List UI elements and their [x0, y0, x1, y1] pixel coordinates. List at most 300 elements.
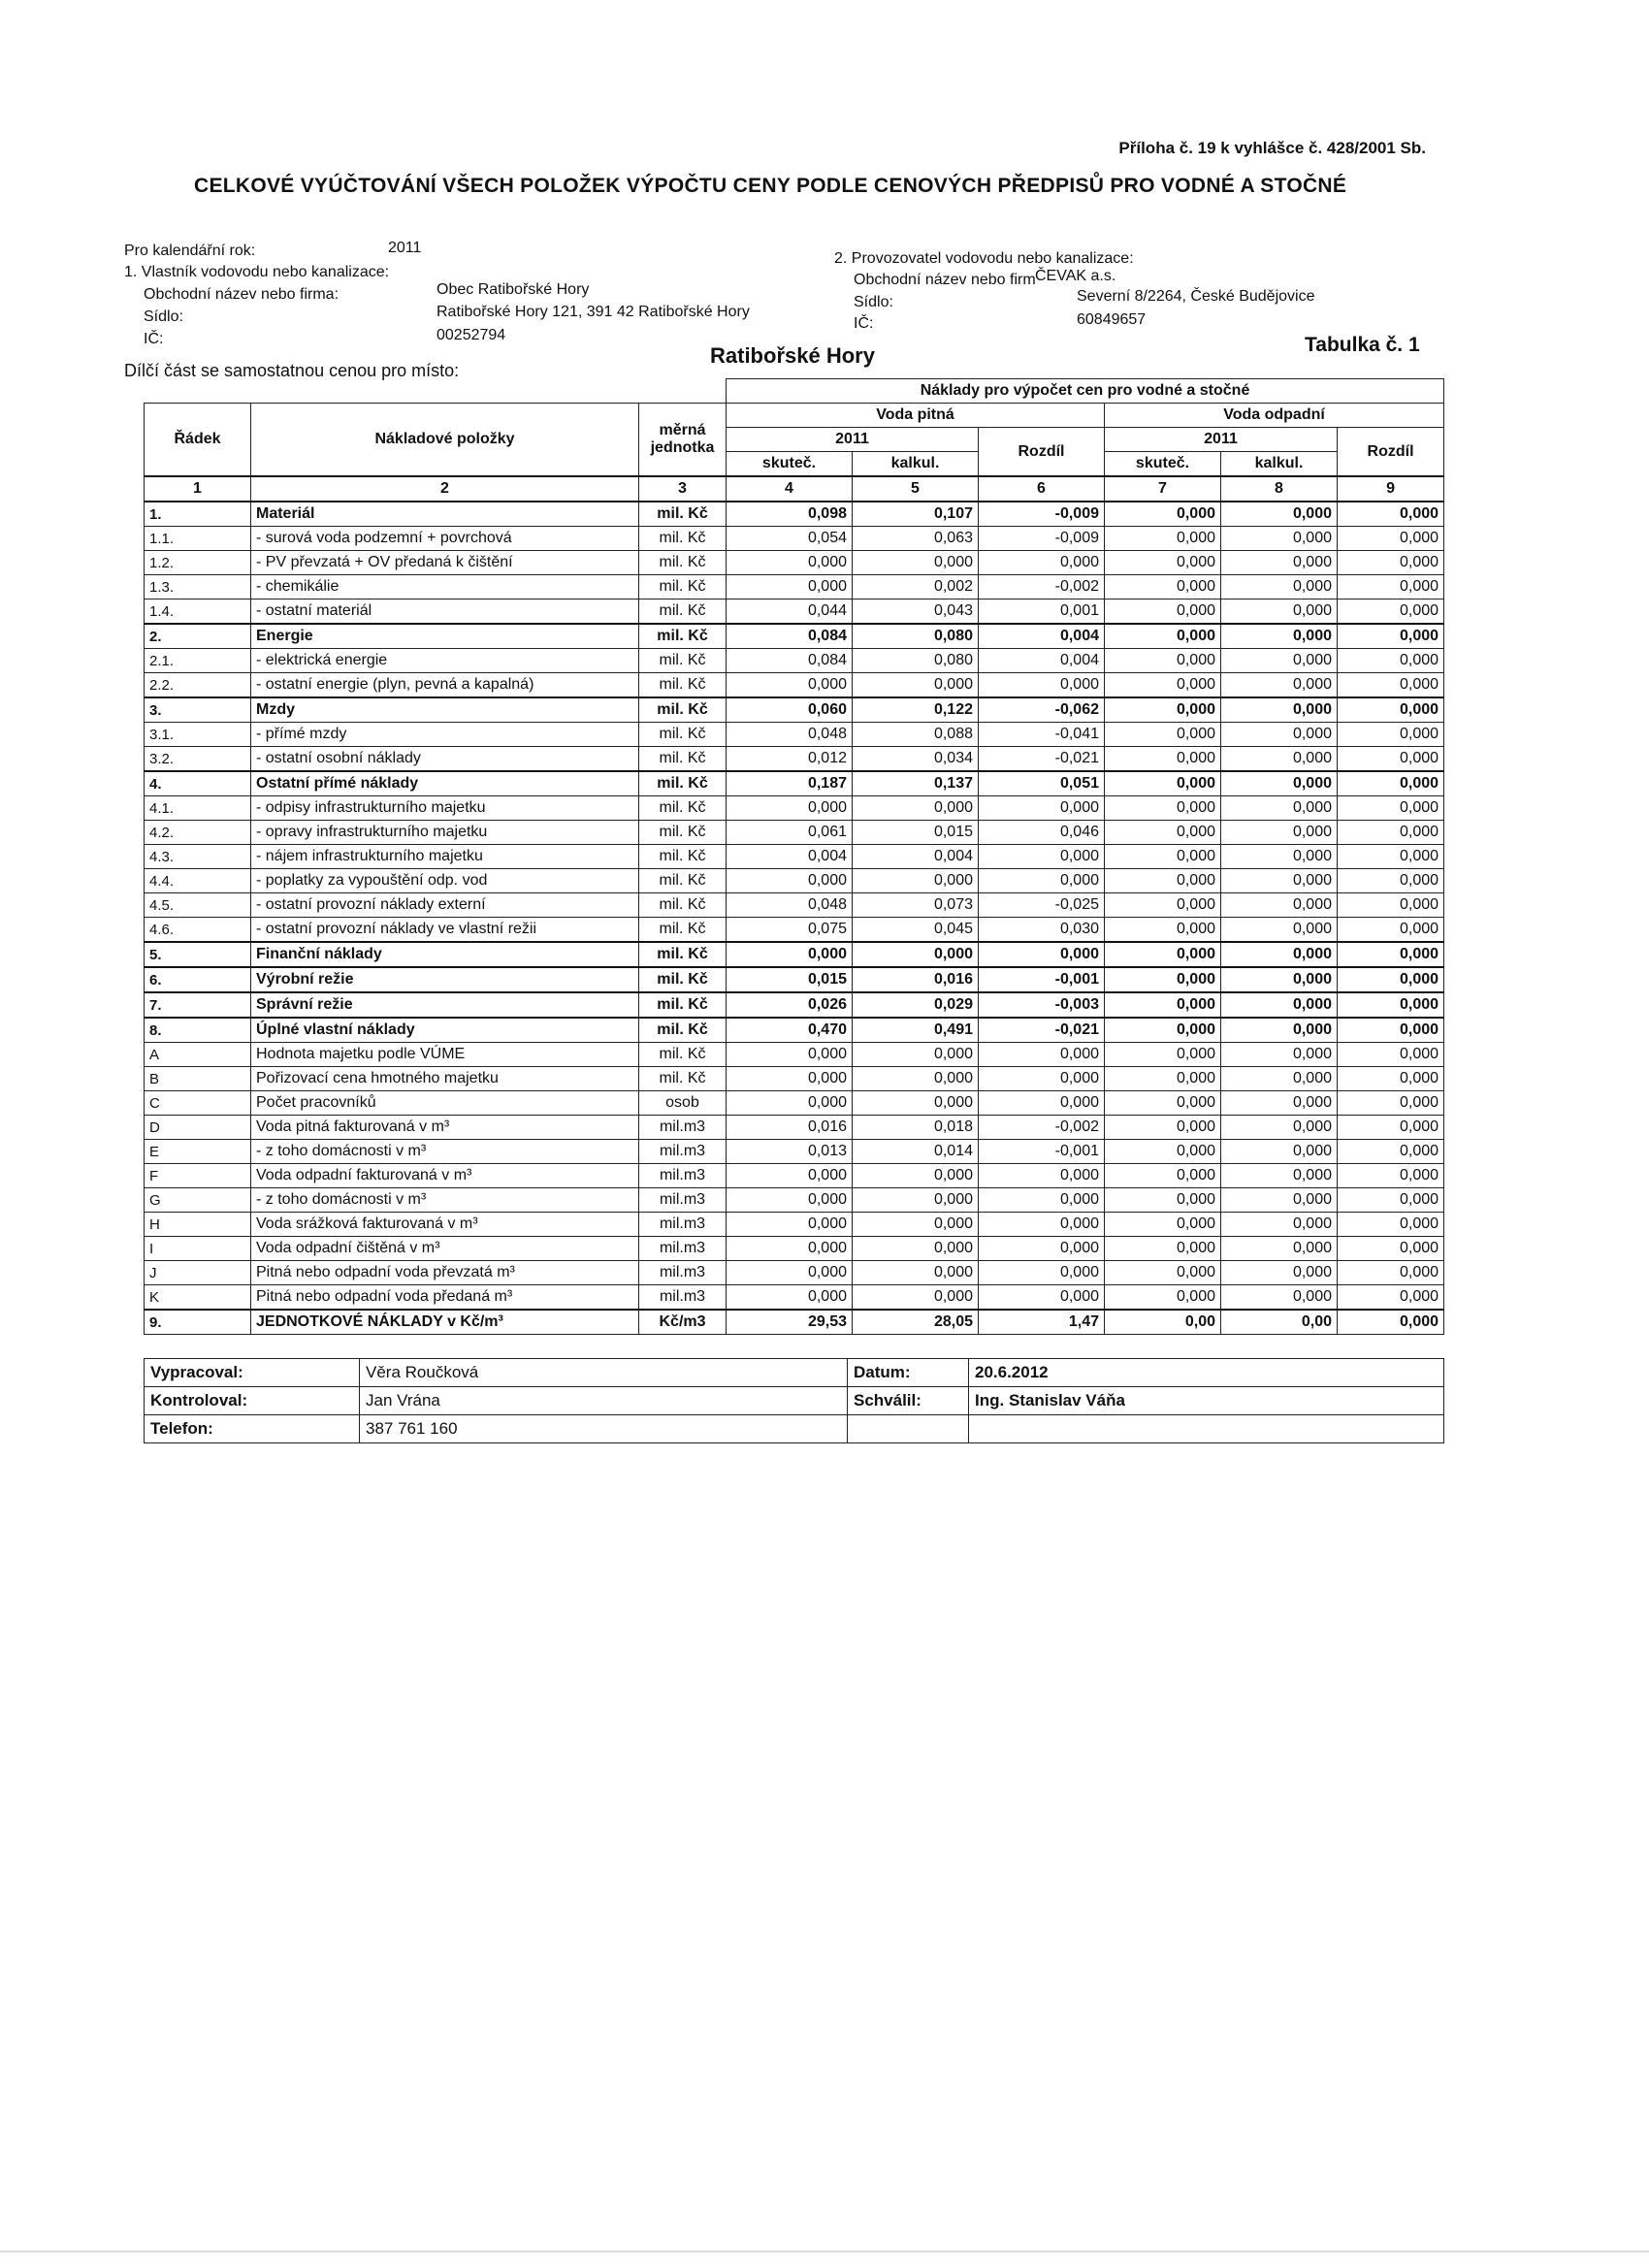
value-cell: 0,000 [1105, 869, 1221, 893]
value-cell: 0,000 [1338, 1261, 1444, 1285]
value-cell: 0,000 [1105, 821, 1221, 845]
row-label: - ostatní provozní náklady ve vlastní režii [251, 918, 639, 943]
value-cell: 0,000 [1221, 1018, 1338, 1043]
row-label: Energie [251, 624, 639, 649]
value-cell: 0,000 [1338, 1188, 1444, 1213]
value-cell: 0,000 [853, 1237, 979, 1261]
value-cell: -0,001 [979, 967, 1105, 992]
header-water-diff: Rozdíl [979, 428, 1105, 477]
value-cell: 0,000 [1338, 599, 1444, 625]
value-cell: 0,000 [853, 551, 979, 575]
table-row [145, 599, 1444, 625]
row-unit: mil. Kč [639, 942, 727, 967]
owner-seat: Ratibořské Hory 121, 391 42 Ratibořské Hory [436, 304, 750, 320]
value-cell: 0,000 [1338, 1140, 1444, 1164]
row-label: - chemikálie [251, 575, 639, 599]
value-cell: -0,009 [979, 527, 1105, 551]
value-cell: 0,000 [979, 1213, 1105, 1237]
value-cell: 0,000 [1338, 1043, 1444, 1067]
row-unit: mil. Kč [639, 624, 727, 649]
value-cell: 0,00 [1105, 1310, 1221, 1335]
row-number: B [145, 1067, 251, 1091]
header-waste-calc: kalkul. [1221, 452, 1338, 477]
value-cell: 0,000 [727, 1164, 853, 1188]
value-cell: 0,000 [1105, 697, 1221, 723]
header-water-calc: kalkul. [853, 452, 979, 477]
table-row [145, 1043, 1444, 1067]
date-value: 20.6.2012 [969, 1359, 1444, 1387]
value-cell: 0,000 [727, 1213, 853, 1237]
row-unit: mil. Kč [639, 551, 727, 575]
value-cell: -0,002 [979, 575, 1105, 599]
owner-name-label: Obchodní název nebo firma: [144, 286, 340, 303]
table-row [145, 1188, 1444, 1213]
row-number: J [145, 1261, 251, 1285]
header-water: Voda pitná [727, 404, 1105, 428]
row-unit: mil. Kč [639, 747, 727, 772]
value-cell: 0,000 [1221, 527, 1338, 551]
value-cell: 0,000 [979, 1261, 1105, 1285]
value-cell: 0,000 [1221, 893, 1338, 918]
value-cell: 0,000 [853, 1091, 979, 1116]
value-cell: 0,000 [1338, 1164, 1444, 1188]
row-label: Pitná nebo odpadní voda předaná m³ [251, 1285, 639, 1311]
value-cell: 0,000 [979, 1188, 1105, 1213]
value-cell: 0,000 [1105, 599, 1221, 625]
value-cell: 0,000 [1105, 1018, 1221, 1043]
value-cell: 0,000 [1338, 942, 1444, 967]
value-cell: 0,000 [1338, 624, 1444, 649]
row-label: - poplatky za vypouštění odp. vod [251, 869, 639, 893]
value-cell: 0,000 [979, 1043, 1105, 1067]
row-label: - z toho domácnosti v m³ [251, 1188, 639, 1213]
row-unit: mil. Kč [639, 845, 727, 869]
value-cell: 0,000 [1338, 747, 1444, 772]
row-unit: mil. Kč [639, 918, 727, 943]
value-cell: 0,000 [1221, 1261, 1338, 1285]
value-cell: 0,000 [1105, 796, 1221, 821]
row-label: - ostatní energie (plyn, pevná a kapalná) [251, 673, 639, 698]
value-cell: 0,004 [727, 845, 853, 869]
row-number: 1.1. [145, 527, 251, 551]
row-unit: mil. Kč [639, 527, 727, 551]
value-cell: 0,000 [1338, 1067, 1444, 1091]
row-label: - surová voda podzemní + povrchová [251, 527, 639, 551]
row-number: 7. [145, 992, 251, 1018]
value-cell: 0,016 [853, 967, 979, 992]
header-waste-diff: Rozdíl [1338, 428, 1444, 477]
value-cell: 0,000 [1105, 967, 1221, 992]
value-cell: 0,000 [1105, 527, 1221, 551]
row-unit: mil. Kč [639, 1018, 727, 1043]
value-cell: 0,000 [1338, 918, 1444, 943]
value-cell: 0,000 [1105, 992, 1221, 1018]
value-cell: 0,034 [853, 747, 979, 772]
row-label: - z toho domácnosti v m³ [251, 1140, 639, 1164]
row-label: Voda odpadní čištěná v m³ [251, 1237, 639, 1261]
row-number: 4.3. [145, 845, 251, 869]
value-cell: -0,062 [979, 697, 1105, 723]
row-number: 3.1. [145, 723, 251, 747]
value-cell: 0,000 [727, 551, 853, 575]
value-cell: 0,491 [853, 1018, 979, 1043]
value-cell: 0,044 [727, 599, 853, 625]
value-cell: 0,000 [1221, 599, 1338, 625]
value-cell: 0,000 [1221, 1188, 1338, 1213]
value-cell: 0,000 [853, 1188, 979, 1213]
value-cell: 0,000 [1221, 1164, 1338, 1188]
row-unit: mil. Kč [639, 599, 727, 625]
value-cell: 0,000 [853, 1043, 979, 1067]
colnum-4: 4 [727, 476, 853, 502]
row-unit: mil.m3 [639, 1285, 727, 1311]
header-items: Nákladové položky [251, 404, 639, 477]
operator-name: ČEVAK a.s. [1035, 268, 1116, 284]
table-row [145, 869, 1444, 893]
colnum-8: 8 [1221, 476, 1338, 502]
value-cell: -0,021 [979, 747, 1105, 772]
value-cell: 0,000 [727, 1067, 853, 1091]
row-unit: mil. Kč [639, 723, 727, 747]
value-cell: 0,000 [853, 796, 979, 821]
table-row [145, 893, 1444, 918]
checked-value: Jan Vrána [360, 1387, 848, 1415]
value-cell: 0,054 [727, 527, 853, 551]
value-cell: 0,000 [1338, 551, 1444, 575]
row-unit: osob [639, 1091, 727, 1116]
value-cell: 0,000 [1338, 649, 1444, 673]
table-row [145, 796, 1444, 821]
value-cell: 0,000 [1221, 771, 1338, 796]
row-unit: mil.m3 [639, 1188, 727, 1213]
value-cell: 0,000 [727, 796, 853, 821]
value-cell: 0,015 [727, 967, 853, 992]
row-unit: mil. Kč [639, 1067, 727, 1091]
colnum-6: 6 [979, 476, 1105, 502]
header-row: Řádek [145, 404, 251, 477]
value-cell: 0,000 [1105, 723, 1221, 747]
approved-label: Schválil: [848, 1387, 969, 1415]
row-number: 4.4. [145, 869, 251, 893]
value-cell: 0,000 [1338, 893, 1444, 918]
value-cell: 0,026 [727, 992, 853, 1018]
row-number: 4. [145, 771, 251, 796]
row-number: 2.1. [145, 649, 251, 673]
value-cell: 0,000 [727, 869, 853, 893]
value-cell: 0,000 [1221, 1043, 1338, 1067]
operator-seat-label: Sídlo: [854, 294, 893, 310]
table-row [145, 992, 1444, 1018]
value-cell: 0,000 [1221, 624, 1338, 649]
value-cell: 0,013 [727, 1140, 853, 1164]
value-cell: 0,000 [1221, 992, 1338, 1018]
value-cell: 0,000 [727, 1237, 853, 1261]
value-cell: 0,000 [1338, 673, 1444, 698]
value-cell: 0,000 [1105, 1091, 1221, 1116]
value-cell: 0,000 [1105, 1067, 1221, 1091]
value-cell: 0,051 [979, 771, 1105, 796]
value-cell: 0,004 [979, 649, 1105, 673]
row-unit: mil. Kč [639, 869, 727, 893]
table-row [145, 747, 1444, 772]
row-label: - ostatní osobní náklady [251, 747, 639, 772]
row-unit: mil. Kč [639, 821, 727, 845]
row-label: - elektrická energie [251, 649, 639, 673]
value-cell: 0,000 [1221, 967, 1338, 992]
value-cell: 0,000 [979, 796, 1105, 821]
row-number: K [145, 1285, 251, 1311]
row-unit: mil.m3 [639, 1261, 727, 1285]
value-cell: 0,000 [1221, 918, 1338, 943]
document-title: CELKOVÉ VYÚČTOVÁNÍ VŠECH POLOŽEK VÝPOČTU CENY PODLE CENOVÝCH PŘEDPISŮ PRO VODNÉ A STOČNÉ [194, 175, 1347, 197]
owner-label: 1. Vlastník vodovodu nebo kanalizace: [124, 264, 390, 280]
row-label: - PV převzatá + OV předaná k čištění [251, 551, 639, 575]
value-cell: 0,000 [727, 1188, 853, 1213]
value-cell: 0,000 [853, 1261, 979, 1285]
value-cell: 0,000 [1221, 502, 1338, 527]
value-cell: 0,000 [1221, 673, 1338, 698]
value-cell: 0,000 [1221, 575, 1338, 599]
value-cell: 0,000 [1105, 747, 1221, 772]
year-value: 2011 [388, 240, 422, 256]
row-label: Počet pracovníků [251, 1091, 639, 1116]
row-label: Ostatní přímé náklady [251, 771, 639, 796]
row-number: 3.2. [145, 747, 251, 772]
value-cell: -0,001 [979, 1140, 1105, 1164]
value-cell: 0,001 [979, 599, 1105, 625]
value-cell: 29,53 [727, 1310, 853, 1335]
owner-seat-label: Sídlo: [144, 308, 183, 325]
value-cell: 0,030 [979, 918, 1105, 943]
row-label: - ostatní materiál [251, 599, 639, 625]
row-number: A [145, 1043, 251, 1067]
row-label: - odpisy infrastrukturního majetku [251, 796, 639, 821]
value-cell: 0,122 [853, 697, 979, 723]
value-cell: 0,000 [979, 1091, 1105, 1116]
value-cell: 0,000 [853, 1164, 979, 1188]
value-cell: 0,00 [1221, 1310, 1338, 1335]
value-cell: 0,000 [979, 1164, 1105, 1188]
row-label: - ostatní provozní náklady externí [251, 893, 639, 918]
operator-ic-label: IČ: [854, 315, 874, 332]
value-cell: 0,000 [1105, 1285, 1221, 1311]
value-cell: 0,000 [1105, 845, 1221, 869]
value-cell: 0,000 [853, 869, 979, 893]
table-row [145, 1140, 1444, 1164]
value-cell: 0,000 [1221, 869, 1338, 893]
row-number: 8. [145, 1018, 251, 1043]
value-cell: 0,000 [1105, 1164, 1221, 1188]
table-row [145, 1116, 1444, 1140]
header-water-actual: skuteč. [727, 452, 853, 477]
colnum-3: 3 [639, 476, 727, 502]
value-cell: 0,137 [853, 771, 979, 796]
operator-ic: 60849657 [1077, 311, 1147, 328]
table-caption: Náklady pro výpočet cen pro vodné a stočné [727, 379, 1444, 404]
row-unit: mil.m3 [639, 1164, 727, 1188]
row-number: 9. [145, 1310, 251, 1335]
row-label: Pitná nebo odpadní voda převzatá m³ [251, 1261, 639, 1285]
owner-name: Obec Ratibořské Hory [436, 281, 590, 298]
row-unit: mil. Kč [639, 575, 727, 599]
value-cell: 0,000 [1105, 1213, 1221, 1237]
table-row [145, 697, 1444, 723]
row-label: Materiál [251, 502, 639, 527]
row-number: 5. [145, 942, 251, 967]
value-cell: 0,000 [1338, 771, 1444, 796]
value-cell: 0,000 [1221, 1285, 1338, 1311]
value-cell: 0,018 [853, 1116, 979, 1140]
row-unit: mil. Kč [639, 967, 727, 992]
header-unit: měrná jednotka [639, 404, 727, 477]
row-unit: mil. Kč [639, 1043, 727, 1067]
year-label: Pro kalendářní rok: [124, 243, 256, 259]
value-cell: 0,000 [1221, 697, 1338, 723]
table-row [145, 821, 1444, 845]
value-cell: 0,000 [853, 1285, 979, 1311]
value-cell: 0,000 [979, 1067, 1105, 1091]
value-cell: 0,000 [853, 1213, 979, 1237]
row-number: C [145, 1091, 251, 1116]
checked-label: Kontroloval: [145, 1387, 360, 1415]
table-row [145, 942, 1444, 967]
row-label: Finanční náklady [251, 942, 639, 967]
row-number: 4.2. [145, 821, 251, 845]
row-number: 1.4. [145, 599, 251, 625]
part-label: Dílčí část se samostatnou cenou pro místo: [124, 361, 460, 380]
value-cell: 0,000 [853, 942, 979, 967]
value-cell: 0,080 [853, 624, 979, 649]
value-cell: 0,048 [727, 723, 853, 747]
row-unit: Kč/m3 [639, 1310, 727, 1335]
value-cell: 0,084 [727, 649, 853, 673]
value-cell: 0,000 [1105, 649, 1221, 673]
value-cell: 0,060 [727, 697, 853, 723]
value-cell: 0,000 [1338, 1116, 1444, 1140]
value-cell: 0,063 [853, 527, 979, 551]
value-cell: 0,000 [1105, 502, 1221, 527]
row-label: - nájem infrastrukturního majetku [251, 845, 639, 869]
owner-ic: 00252794 [436, 327, 506, 343]
row-number: 6. [145, 967, 251, 992]
value-cell: 0,000 [727, 1285, 853, 1311]
row-unit: mil. Kč [639, 992, 727, 1018]
row-label: Správní režie [251, 992, 639, 1018]
value-cell: 0,000 [1105, 1261, 1221, 1285]
row-label: Mzdy [251, 697, 639, 723]
table-row [145, 1091, 1444, 1116]
owner-ic-label: IČ: [144, 331, 164, 347]
row-unit: mil. Kč [639, 673, 727, 698]
value-cell: 0,000 [1338, 992, 1444, 1018]
value-cell: 0,000 [853, 673, 979, 698]
value-cell: 0,000 [727, 1043, 853, 1067]
table-row [145, 771, 1444, 796]
header-waste-actual: skuteč. [1105, 452, 1221, 477]
header-water-year: 2011 [727, 428, 979, 452]
value-cell: 0,000 [1105, 918, 1221, 943]
value-cell: 0,000 [1221, 845, 1338, 869]
value-cell: 0,088 [853, 723, 979, 747]
annex-note: Příloha č. 19 k vyhlášce č. 428/2001 Sb. [1118, 139, 1426, 157]
value-cell: 0,000 [1338, 575, 1444, 599]
value-cell: 0,000 [1105, 1043, 1221, 1067]
value-cell: 0,000 [1338, 796, 1444, 821]
colnum-2: 2 [251, 476, 639, 502]
value-cell: 0,043 [853, 599, 979, 625]
row-unit: mil.m3 [639, 1237, 727, 1261]
value-cell: 0,000 [1338, 1091, 1444, 1116]
operator-label: 2. Provozovatel vodovodu nebo kanalizace: [834, 250, 1134, 267]
table-row [145, 551, 1444, 575]
value-cell: 0,000 [979, 673, 1105, 698]
header-waste: Voda odpadní [1105, 404, 1444, 428]
table-row [145, 1164, 1444, 1188]
value-cell: 0,000 [979, 1285, 1105, 1311]
table-row [145, 1213, 1444, 1237]
value-cell: 0,000 [727, 1091, 853, 1116]
value-cell: 0,000 [1105, 893, 1221, 918]
table-row [145, 918, 1444, 943]
row-label: Voda odpadní fakturovaná v m³ [251, 1164, 639, 1188]
value-cell: 0,046 [979, 821, 1105, 845]
row-unit: mil. Kč [639, 771, 727, 796]
value-cell: -0,021 [979, 1018, 1105, 1043]
row-label: - opravy infrastrukturního majetku [251, 821, 639, 845]
value-cell: 0,000 [979, 942, 1105, 967]
row-number: 4.6. [145, 918, 251, 943]
prepared-value: Věra Roučková [360, 1359, 848, 1387]
value-cell: 0,000 [1221, 649, 1338, 673]
value-cell: 0,048 [727, 893, 853, 918]
date-label: Datum: [848, 1359, 969, 1387]
value-cell: 0,000 [1221, 1213, 1338, 1237]
row-label: - přímé mzdy [251, 723, 639, 747]
row-number: 2. [145, 624, 251, 649]
row-number: H [145, 1213, 251, 1237]
value-cell: 0,000 [1338, 1018, 1444, 1043]
value-cell: 0,000 [1105, 551, 1221, 575]
value-cell: 0,000 [1221, 796, 1338, 821]
row-number: D [145, 1116, 251, 1140]
row-number: 4.5. [145, 893, 251, 918]
value-cell: 0,000 [1338, 869, 1444, 893]
value-cell: 0,061 [727, 821, 853, 845]
table-row [145, 967, 1444, 992]
value-cell: 0,000 [1338, 723, 1444, 747]
approved-value: Ing. Stanislav Váňa [969, 1387, 1444, 1415]
value-cell: 0,084 [727, 624, 853, 649]
colnum-5: 5 [853, 476, 979, 502]
value-cell: 0,000 [1221, 1091, 1338, 1116]
row-unit: mil. Kč [639, 796, 727, 821]
row-unit: mil.m3 [639, 1116, 727, 1140]
value-cell: 0,002 [853, 575, 979, 599]
value-cell: 1,47 [979, 1310, 1105, 1335]
row-number: 1.2. [145, 551, 251, 575]
table-row [145, 502, 1444, 527]
footer-table [144, 1358, 1444, 1443]
table-row [145, 673, 1444, 698]
value-cell: -0,003 [979, 992, 1105, 1018]
value-cell: 0,014 [853, 1140, 979, 1164]
value-cell: 0,073 [853, 893, 979, 918]
colnum-7: 7 [1105, 476, 1221, 502]
row-label: Hodnota majetku podle VÚME [251, 1043, 639, 1067]
value-cell: 0,000 [1221, 1140, 1338, 1164]
page-edge [0, 2251, 1649, 2252]
value-cell: 0,000 [1105, 624, 1221, 649]
